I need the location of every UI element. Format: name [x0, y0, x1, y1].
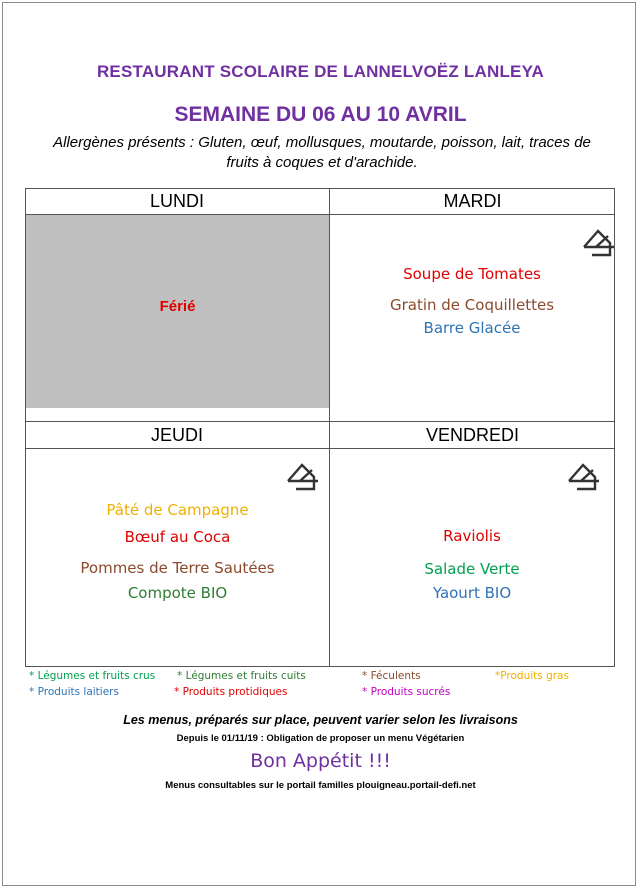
dish-mardi-3: Barre Glacée	[423, 319, 521, 337]
allergens-note	[22, 133, 622, 173]
dish-vendredi-2: Salade Verte	[424, 560, 520, 578]
day-header-lundi: LUNDI	[149, 191, 204, 211]
legend-raw-veg: * Légumes et fruits crus	[29, 670, 156, 682]
homemade-icon	[565, 461, 601, 493]
homemade-icon	[580, 227, 616, 259]
legend-fat: *Produits gras	[495, 670, 569, 682]
menu-cell-vendredi	[330, 449, 614, 666]
holiday-cell	[26, 215, 329, 408]
menu-cell-jeudi	[26, 449, 329, 666]
day-header-vendredi: VENDREDI	[425, 425, 519, 445]
allergens-line-1: Allergènes présents : Gluten, œuf, mollusques, moutarde, poisson, lait, traces de	[53, 134, 591, 151]
menu-grid	[25, 188, 615, 667]
dish-jeudi-4: Compote BIO	[127, 584, 228, 602]
vegetarian-note: Depuis le 01/11/19 : Obligation de proposer un menu Végétarien	[176, 733, 465, 744]
bon-appetit: Bon Appétit !!!	[250, 750, 391, 772]
dish-mardi-1: Soupe de Tomates	[403, 265, 541, 283]
menu-cell-mardi	[330, 215, 614, 421]
holiday-label: Férié	[159, 298, 196, 315]
day-header-mardi: MARDI	[443, 191, 502, 211]
legend-dairy: * Produits laitiers	[29, 686, 119, 698]
dish-mardi-2: Gratin de Coquillettes	[389, 296, 555, 314]
dish-jeudi-2: Bœuf au Coca	[124, 528, 231, 546]
legend-cooked-veg: * Légumes et fruits cuits	[177, 670, 306, 682]
dish-vendredi-3: Yaourt BIO	[432, 584, 512, 602]
portal-note: Menus consultables sur le portail familles plouigneau.portail-defi.net	[165, 780, 476, 791]
allergens-line-2: fruits à coques et d'arachide.	[226, 154, 418, 171]
day-header-jeudi: JEUDI	[150, 425, 203, 445]
legend-sugar: * Produits sucrés	[362, 686, 451, 698]
legend-starch: * Féculents	[362, 670, 421, 682]
homemade-icon	[284, 461, 320, 493]
dish-vendredi-1: Raviolis	[443, 527, 501, 545]
restaurant-title: RESTAURANT SCOLAIRE DE LANNELVOËZ LANLEYA	[96, 62, 545, 81]
dish-jeudi-3: Pommes de Terre Sautées	[80, 559, 275, 577]
legend-protein: * Produits protidiques	[174, 686, 288, 698]
grid-line	[25, 666, 615, 667]
availability-note: Les menus, préparés sur place, peuvent varier selon les livraisons	[123, 713, 518, 727]
dish-jeudi-1: Pâté de Campagne	[106, 501, 249, 519]
week-title: SEMAINE DU 06 AU 10 AVRIL	[174, 103, 467, 126]
